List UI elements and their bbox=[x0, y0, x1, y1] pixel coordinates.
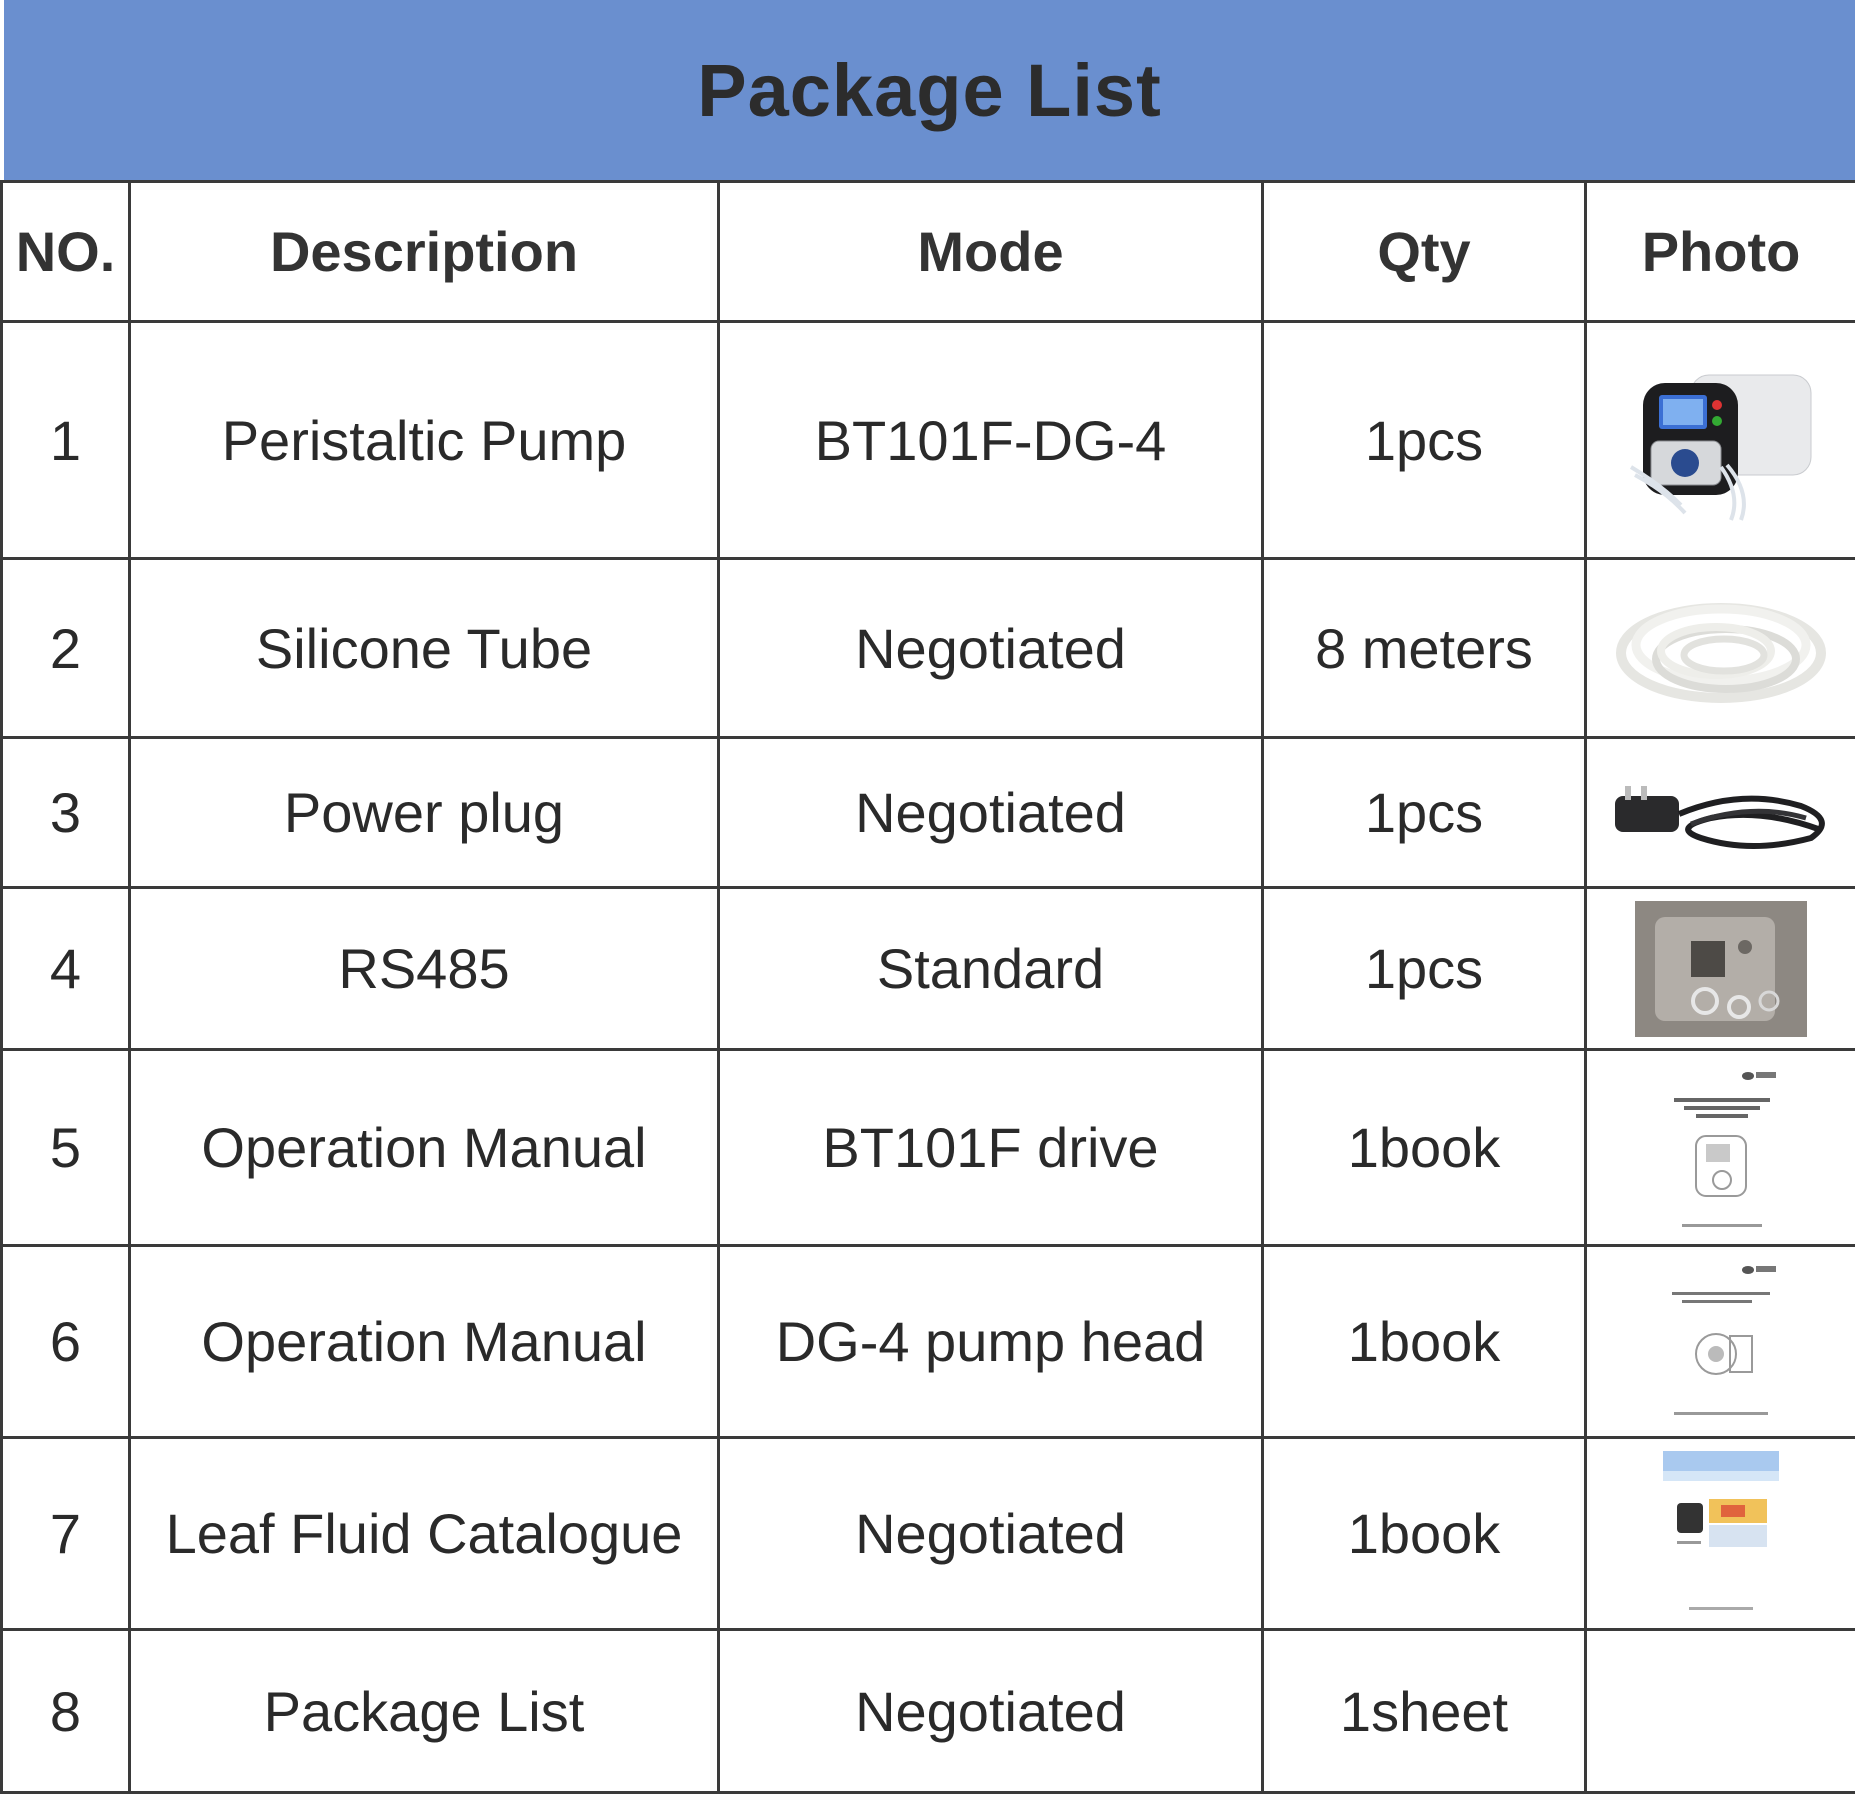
header-description: Description bbox=[130, 182, 719, 322]
package-list-table bbox=[0, 180, 1855, 1794]
cell-mode: Negotiated bbox=[719, 1630, 1263, 1793]
silicone-tube-photo bbox=[1606, 583, 1836, 713]
cell-qty: 1book bbox=[1263, 1246, 1586, 1438]
cell-qty: 1sheet bbox=[1263, 1630, 1586, 1793]
cell-photo bbox=[1586, 1246, 1855, 1438]
cell-description: Power plug bbox=[130, 738, 719, 888]
table-row bbox=[2, 1050, 1855, 1246]
cell-qty: 8 meters bbox=[1263, 559, 1586, 738]
cell-no: 4 bbox=[2, 888, 130, 1050]
cell-description: Operation Manual bbox=[130, 1050, 719, 1246]
cell-photo bbox=[1586, 559, 1855, 738]
cell-photo bbox=[1586, 738, 1855, 888]
header-row bbox=[2, 182, 1855, 322]
cell-mode: Standard bbox=[719, 888, 1263, 1050]
cell-no: 2 bbox=[2, 559, 130, 738]
table-row bbox=[2, 1438, 1855, 1630]
cell-mode: BT101F-DG-4 bbox=[719, 322, 1263, 559]
cell-photo bbox=[1586, 1630, 1855, 1793]
power-cord-photo bbox=[1601, 758, 1841, 868]
cell-photo bbox=[1586, 1050, 1855, 1246]
cell-qty: 1pcs bbox=[1263, 738, 1586, 888]
cell-description: Operation Manual bbox=[130, 1246, 719, 1438]
cell-description: Leaf Fluid Catalogue bbox=[130, 1438, 719, 1630]
cell-qty: 1pcs bbox=[1263, 888, 1586, 1050]
cell-photo bbox=[1586, 888, 1855, 1050]
cell-mode: Negotiated bbox=[719, 1438, 1263, 1630]
cell-no: 1 bbox=[2, 322, 130, 559]
cell-mode: Negotiated bbox=[719, 738, 1263, 888]
pump-head-manual-photo bbox=[1656, 1254, 1786, 1430]
cell-description: Silicone Tube bbox=[130, 559, 719, 738]
cell-description: Peristaltic Pump bbox=[130, 322, 719, 559]
cell-photo bbox=[1586, 322, 1855, 559]
rs485-photo bbox=[1635, 901, 1807, 1037]
table-row bbox=[2, 322, 1855, 559]
manual-cover-photo bbox=[1656, 1060, 1786, 1236]
cell-description: Package List bbox=[130, 1630, 719, 1793]
cell-no: 3 bbox=[2, 738, 130, 888]
cell-no: 5 bbox=[2, 1050, 130, 1246]
cell-description: RS485 bbox=[130, 888, 719, 1050]
cell-no: 7 bbox=[2, 1438, 130, 1630]
table-row bbox=[2, 1630, 1855, 1793]
cell-no: 8 bbox=[2, 1630, 130, 1793]
table-row bbox=[2, 888, 1855, 1050]
title-banner bbox=[4, 0, 1855, 180]
cell-mode: DG-4 pump head bbox=[719, 1246, 1263, 1438]
header-qty: Qty bbox=[1263, 182, 1586, 322]
cell-qty: 1pcs bbox=[1263, 322, 1586, 559]
header-no: NO. bbox=[2, 182, 130, 322]
table-row bbox=[2, 559, 1855, 738]
cell-qty: 1book bbox=[1263, 1050, 1586, 1246]
header-photo: Photo bbox=[1586, 182, 1855, 322]
cell-photo bbox=[1586, 1438, 1855, 1630]
table-row bbox=[2, 738, 1855, 888]
header-mode: Mode bbox=[719, 182, 1263, 322]
page-title: Package List bbox=[697, 48, 1162, 132]
catalogue-photo bbox=[1663, 1451, 1779, 1617]
cell-mode: BT101F drive bbox=[719, 1050, 1263, 1246]
table-row bbox=[2, 1246, 1855, 1438]
cell-mode: Negotiated bbox=[719, 559, 1263, 738]
cell-qty: 1book bbox=[1263, 1438, 1586, 1630]
peristaltic-pump-photo bbox=[1621, 355, 1821, 525]
cell-no: 6 bbox=[2, 1246, 130, 1438]
